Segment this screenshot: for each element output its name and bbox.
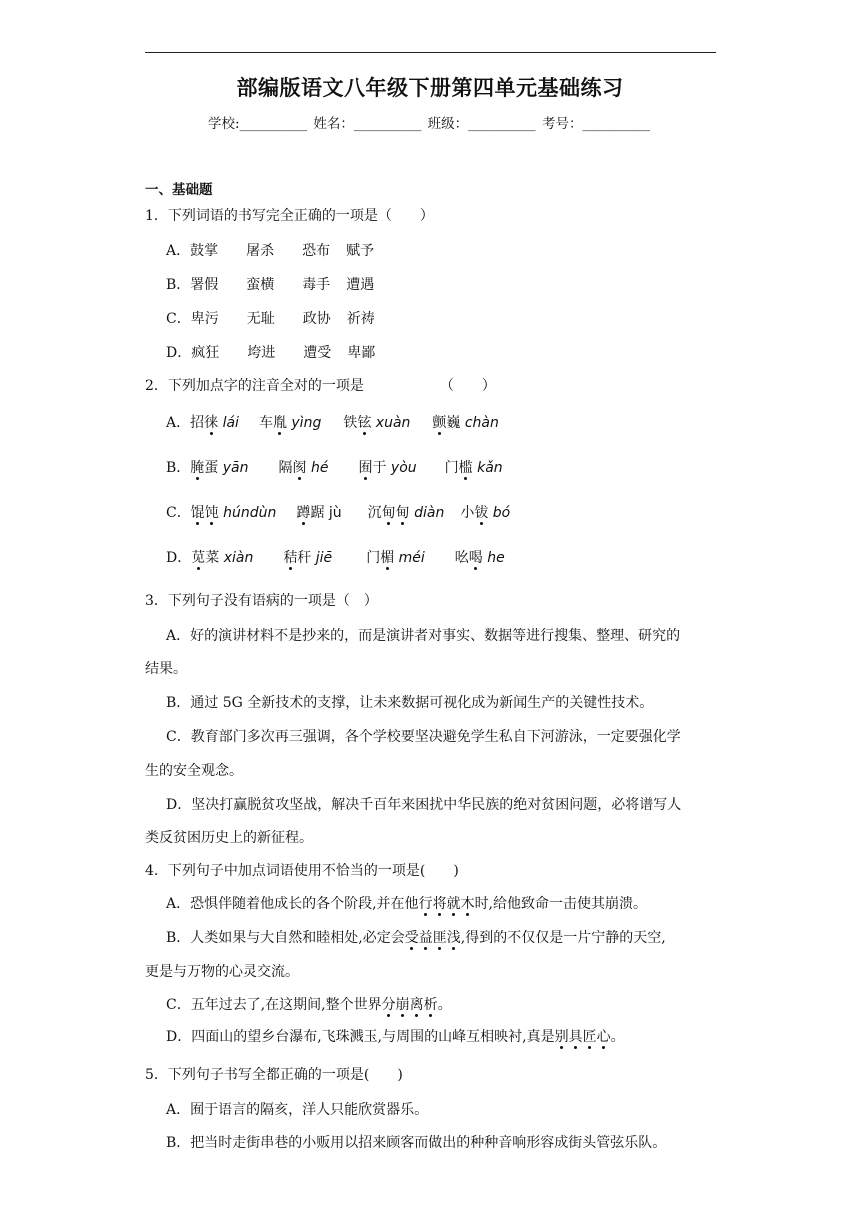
text-segment: 于 [372,460,387,476]
text-segment: B． [166,460,191,476]
question-3-option-a-continued: 结果。 [145,661,187,677]
question-4-option-b[interactable] [166,929,666,947]
text-segment: 遭遇 [346,277,375,293]
text-segment: 时,给他致命一击使其崩溃。 [474,896,648,912]
pinyin: xiàn [223,550,254,566]
dotted-char: 心 [596,1029,611,1045]
question-2-option-d[interactable] [166,549,505,567]
dotted-char: 就 [446,896,461,912]
question-3-stem: 3．下列句子没有语病的一项是（ ） [145,593,378,609]
answer-parenthesis[interactable]: （ ） [439,378,496,394]
question-5-option-b[interactable]: B．把当时走街串巷的小贩用以招来顾客而做出的种种音响形容成街头管弦乐队。 [166,1135,667,1151]
text-segment: B． [166,277,191,293]
pinyin: xuàn [375,415,411,431]
text-segment: 祈祷 [346,311,375,327]
text-segment: 赋予 [346,243,375,259]
pinyin: yān [222,460,249,476]
section-heading: 一、基础题 [145,182,213,198]
dotted-char: 徕 [204,415,219,431]
pinyin: he [487,550,505,566]
exam-number-blank[interactable]: __________ [582,116,650,132]
question-3-option-d-continued: 类反贫困历史上的新征程。 [145,830,313,846]
text-segment: 政协 [302,311,331,327]
dotted-char: 具 [568,1029,583,1045]
text-segment: 无耻 [246,311,275,327]
question-1-option-c[interactable] [166,310,375,328]
dotted-char: 槛 [458,460,473,476]
dotted-char: 颤 [432,415,447,431]
text-segment: 2．下列加点字的注音全对的一项是 [145,378,364,394]
text-segment: 菜 [205,550,220,566]
text-segment: A．恐惧伴随着他成长的各个阶段,并在他 [166,896,419,912]
text-segment: 小 [460,505,475,521]
text-segment: 屠杀 [246,243,275,259]
text-segment: 吆 [454,550,469,566]
text-segment: 恐布 [302,243,331,259]
class-label: 班级： [427,116,469,132]
dotted-char: 分 [381,997,396,1013]
text-segment: 秆 [297,550,312,566]
text-segment: 门 [444,460,459,476]
dotted-char: 钹 [474,505,489,521]
text-segment: 招 [190,415,205,431]
text-segment: 卑鄙 [347,345,376,361]
text-segment: 铁 [343,415,358,431]
text-segment: 巍 [446,415,461,431]
text-segment: D． [166,550,192,566]
question-3-option-c-continued: 生的安全观念。 [145,763,243,779]
dotted-char: 行 [418,896,433,912]
pinyin: kǎn [477,460,503,476]
text-segment: ,得到的不仅仅是一片宁静的天空, [460,930,666,946]
text-segment: 车 [258,415,273,431]
question-3-option-c[interactable]: C．教育部门多次再三强调，各个学校要坚决避免学生私自下河游泳，一定要强化学 [166,729,681,745]
pinyin: hé [310,460,329,476]
text-segment: 门 [366,550,381,566]
dotted-char: 匠 [582,1029,597,1045]
question-4-option-a[interactable] [166,895,647,913]
pinyin: húndùn [223,505,277,521]
dotted-char: 秸 [283,550,298,566]
school-blank[interactable]: __________ [239,116,308,132]
dotted-char: 匪 [432,930,447,946]
pinyin: diàn [414,505,445,521]
text-segment: D．四面山的望乡台瀑布,飞珠溅玉,与周围的山峰互相映衬,真是 [166,1029,555,1045]
top-rule [145,52,716,53]
question-4-option-d[interactable] [166,1028,625,1046]
dotted-char: 铉 [357,415,372,431]
name-label: 姓名： [313,116,354,132]
question-1-option-a[interactable] [166,242,374,260]
dotted-char: 析 [423,997,438,1013]
dotted-char: 崩 [395,997,410,1013]
question-1-option-d[interactable] [166,344,375,362]
text-segment: C．五年过去了,在这期间,整个世界 [166,997,382,1013]
page-title: 部编版语文八年级下册第四单元基础练习 [236,76,624,100]
student-info-line [0,112,860,132]
dotted-char: 囿 [358,460,373,476]
question-4-stem: 4．下列句子中加点词语使用不恰当的一项是( ) [145,863,459,879]
dotted-char: 苋 [191,550,206,566]
text-segment: B．人类如果与大自然和睦相处,必定会 [166,930,405,946]
text-segment: 沉 [367,505,382,521]
pinyin: méi [398,550,425,566]
question-4-option-c[interactable] [166,996,452,1014]
dotted-char: 别 [554,1029,569,1045]
school-label: 学校: [208,116,240,132]
pinyin: yòu [390,460,417,476]
question-5-stem: 5．下列句子书写全都正确的一项是( ) [145,1067,403,1083]
question-1-stem: 1．下列词语的书写完全正确的一项是（ ） [145,208,434,224]
text-segment: 毒手 [302,277,331,293]
question-2-stem [145,377,496,395]
question-1-option-b[interactable] [166,276,374,294]
pinyin: yìng [291,415,322,431]
text-segment: 踞 [310,505,325,521]
pinyin: chàn [464,415,499,431]
question-2-option-b[interactable] [166,459,503,477]
dotted-char: 甸 [381,505,396,521]
text-segment: 。 [437,997,452,1013]
dotted-char: 木 [460,896,475,912]
question-2-option-a[interactable] [166,414,499,432]
dotted-char: 饨 [204,505,219,521]
text-segment: A． [166,415,191,431]
dotted-char: 馄 [190,505,205,521]
dotted-char: 将 [432,896,447,912]
dotted-char: 胤 [272,415,287,431]
question-3-option-a[interactable]: A．好的演讲材料不是抄来的，而是演讲者对事实、数据等进行搜集、整理、研究的 [166,628,681,644]
exam-number-label: 考号： [541,116,583,132]
text-segment: 。 [610,1029,625,1045]
text-segment: C． [166,311,191,327]
text-segment: 卑污 [190,311,219,327]
dotted-char: 阂 [292,460,307,476]
pinyin: lái [222,415,239,431]
text-segment: C． [166,505,191,521]
dotted-char: 浅 [446,930,461,946]
text-segment: 署假 [190,277,219,293]
pinyin: jù [328,505,342,521]
question-4-option-b-continued: 更是与万物的心灵交流。 [145,964,299,980]
pinyin: jiē [315,550,333,566]
text-segment: 疯狂 [191,345,220,361]
dotted-char: 离 [409,997,424,1013]
dotted-char: 蹲 [296,505,311,521]
question-3-option-d[interactable]: D．坚决打赢脱贫攻坚战，解决千百年来困扰中华民族的绝对贫困问题，必将谱写人 [166,797,682,813]
question-5-option-a[interactable]: A．囿于语言的隔亥，洋人只能欣赏器乐。 [166,1102,429,1118]
name-blank[interactable]: __________ [353,116,422,132]
dotted-char: 喝 [468,550,483,566]
text-segment: 蛮横 [246,277,275,293]
text-segment: 鼓掌 [190,243,219,259]
question-2-option-c[interactable] [166,504,510,522]
class-blank[interactable]: __________ [468,116,536,132]
question-3-option-b[interactable]: B．通过 5G 全新技术的支撑，让未来数据可视化成为新闻生产的关键性技术。 [166,695,654,711]
text-segment: A． [166,243,191,259]
dotted-char: 受 [404,930,419,946]
text-segment: 垮进 [247,345,276,361]
text-segment: 蛋 [204,460,219,476]
pinyin: bó [492,505,511,521]
text-segment: 遭受 [303,345,332,361]
text-segment: D． [166,345,192,361]
dotted-char: 甸 [395,505,410,521]
dotted-char: 益 [418,930,433,946]
text-segment: 隔 [278,460,293,476]
dotted-char: 楣 [380,550,395,566]
dotted-char: 腌 [190,460,205,476]
